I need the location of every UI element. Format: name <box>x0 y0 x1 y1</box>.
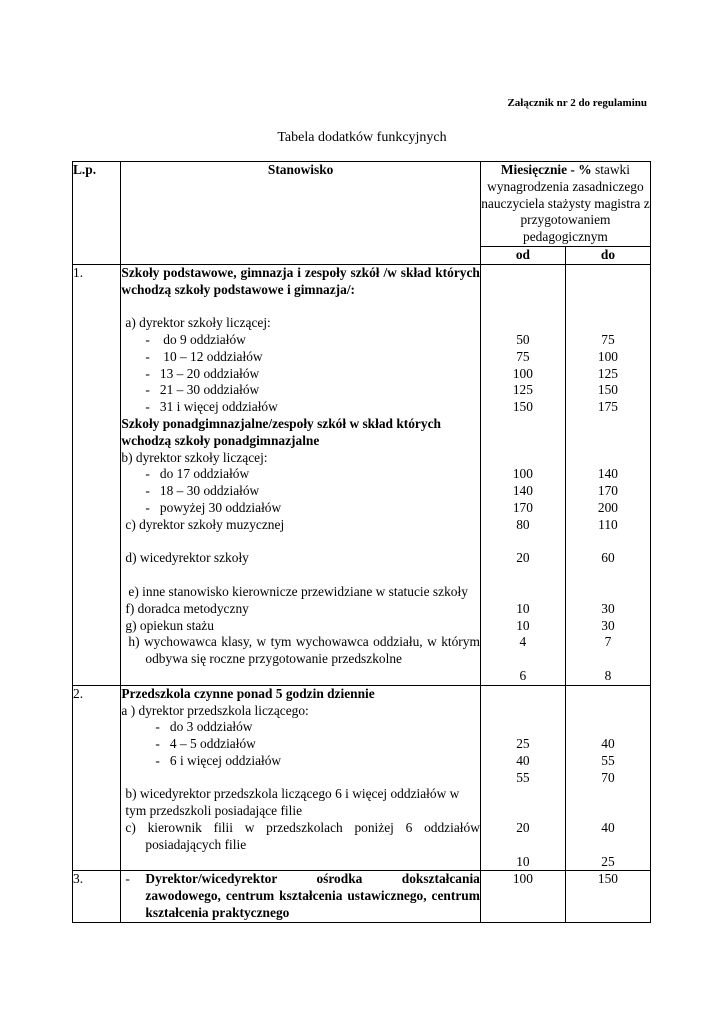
from-values: 25 40 55 20 10 <box>480 685 565 871</box>
list-item: - do 17 oddziałów <box>145 466 250 482</box>
column-header-from: od <box>480 246 565 264</box>
list-item: - 10 – 12 oddziałów <box>145 348 263 364</box>
monthly-percent-label: Miesięcznie - % <box>500 162 592 177</box>
list-item: - 21 – 30 oddziałów <box>145 382 260 398</box>
to-values: 150 <box>565 871 650 922</box>
row-number: 1. <box>73 264 121 685</box>
list-item: - 31 i więcej oddziałów <box>145 399 278 415</box>
position-label: b) dyrektor szkoły liczącej: <box>121 449 268 465</box>
list-item: - 18 – 30 oddziałów <box>145 483 260 499</box>
table-header-row <box>73 162 651 247</box>
to-values: 40 55 70 40 25 <box>565 685 650 871</box>
list-item: - do 9 oddziałów <box>145 331 246 347</box>
monthly-description: stawki wynagrodzenia zasadniczego nauczyciela stażysty magistra z przygotowaniem pedagogicznym <box>481 162 650 245</box>
list-item: - 13 – 20 oddziałów <box>145 365 260 381</box>
column-header-lp: L.p. <box>73 162 121 265</box>
attachment-label: Załącznik nr 2 do regulaminu <box>507 97 647 109</box>
from-values: 100 <box>480 871 565 922</box>
position-label: c) dyrektor szkoły muzycznej <box>125 516 285 532</box>
row-number: 3. <box>73 871 121 922</box>
position-label: h) wychowawca klasy, w tym wychowawca oddziału, w którym odbywa się roczne przygotowanie przedszkolne <box>128 634 480 667</box>
table-row-2 <box>73 685 651 871</box>
table-row-1 <box>73 264 651 685</box>
position-cell <box>121 871 480 922</box>
section-heading: Szkoły podstawowe, gimnazja i zespoły szkół /w skład których wchodzą szkoły podstawowe i gimnazja/: <box>121 264 480 297</box>
position-label: f) doradca metodyczny <box>125 600 249 616</box>
list-item: - 6 i więcej oddziałów <box>155 752 282 768</box>
row-number: 2. <box>73 685 121 871</box>
list-item: - powyżej 30 oddziałów <box>145 499 282 515</box>
position-label: g) opiekun stażu <box>125 617 214 633</box>
to-values: 75 100 125 150 175 140 170 200 110 60 30 30 7 8 <box>565 264 650 685</box>
column-header-to: do <box>565 246 650 264</box>
position-cell <box>121 264 480 685</box>
document-title: Tabela dodatków funkcyjnych <box>277 130 447 145</box>
allowance-table <box>72 161 651 923</box>
column-header-position: Stanowisko <box>121 162 480 265</box>
position-label: e) inne stanowisko kierownicze przewidziane w statucie szkoły <box>128 583 468 599</box>
list-item: - do 3 oddziałów <box>155 719 253 735</box>
list-item: - Dyrektor/wicedyrektor ośrodka dokształcania zawodowego, centrum kształcenia ustawicznego, centrum kształcenia praktycznego <box>125 871 480 921</box>
position-label: a ) dyrektor przedszkola liczącego: <box>121 702 309 718</box>
column-header-monthly <box>480 162 650 247</box>
position-label: d) wicedyrektor szkoły <box>125 550 249 566</box>
position-cell <box>121 685 480 871</box>
section-subheading: Szkoły ponadgimnazjalne/zespoły szkół w skład których wchodzą szkoły ponadgimnazjalne <box>121 415 441 448</box>
from-values: 50 75 100 125 150 100 140 170 80 20 10 10 4 6 <box>480 264 565 685</box>
position-label: a) dyrektor szkoły liczącej: <box>125 315 271 331</box>
section-heading: Przedszkola czynne ponad 5 godzin dziennie <box>121 685 375 701</box>
list-item: - 4 – 5 oddziałów <box>155 736 256 752</box>
position-label: b) wicedyrektor przedszkola liczącego 6 i więcej oddziałów w tym przedszkoli posiadające filie <box>125 786 460 819</box>
table-row-3 <box>73 871 651 922</box>
position-label: c) kierownik filii w przedszkolach poniżej 6 oddziałów posiadających filie <box>125 820 480 852</box>
